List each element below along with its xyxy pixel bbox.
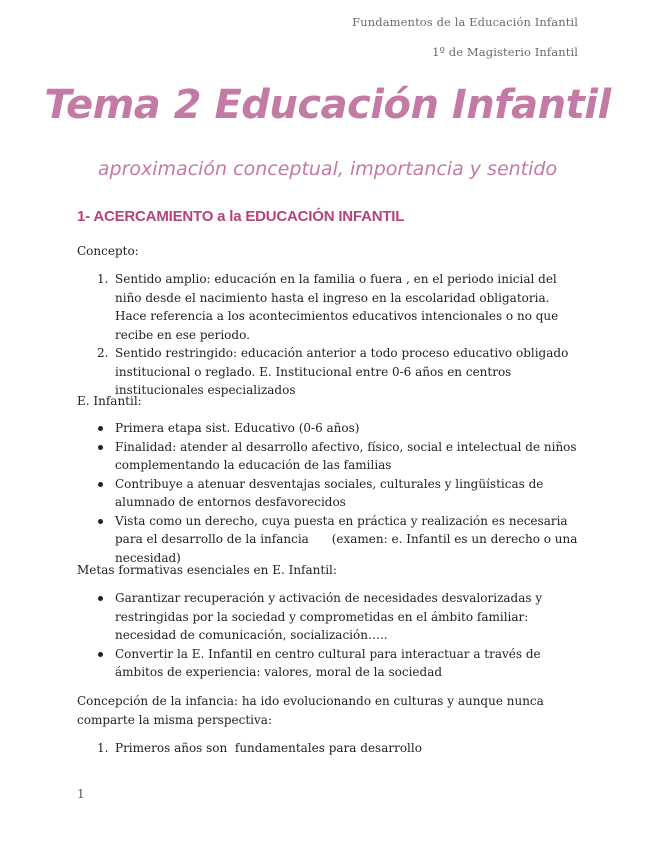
section-heading: 1- ACERCAMIENTO a la EDUCACIÓN INFANTIL: [77, 208, 405, 225]
einfantil-label: E. Infantil:: [77, 394, 142, 408]
einfantil-list: [77, 419, 582, 567]
bullet-icon: [98, 445, 103, 450]
bullet-icon: [98, 652, 103, 657]
list-item: [77, 419, 582, 438]
list-item: [77, 475, 582, 512]
item-text: Vista como un derecho, cuya puesta en práctica y realización es necesaria para el desarrollo de la infancia (examen: e. Infantil es un derecho o una necesidad): [115, 513, 582, 565]
item-number: 1.: [97, 741, 109, 755]
list-item: [77, 739, 582, 758]
list-item: [77, 512, 582, 568]
header-course-level: 1º de Magisterio Infantil: [432, 45, 578, 59]
item-text: Sentido amplio: educación en la familia o fuera , en el periodo inicial del niño desde el nacimiento hasta el ingreso en la escolaridad obligatoria. Hace referencia a los acontecimientos educativos intencionales o no que recibe en ese periodo.: [115, 272, 559, 342]
item-text: Finalidad: atender al desarrollo afectivo, físico, social e intelectual de niños complementando la educación de las familias: [115, 439, 577, 472]
bullet-icon: [98, 482, 103, 487]
bullet-icon: [98, 519, 103, 524]
concepto-list: [77, 270, 582, 400]
item-text: Sentido restringido: educación anterior a todo proceso educativo obligado institucional o reglado. E. Institucional entre 0-6 años en centros institucionales especializados: [115, 346, 569, 397]
item-text: Primera etapa sist. Educativo (0-6 años): [115, 421, 360, 435]
item-text: Primeros años son fundamentales para desarrollo: [115, 741, 422, 755]
page-number: 1: [77, 787, 85, 801]
document-subtitle: aproximación conceptual, importancia y sentido: [97, 158, 558, 180]
concepcion-list: [77, 739, 582, 758]
list-item: [77, 438, 582, 475]
bullet-icon: [98, 426, 103, 431]
list-item: [77, 270, 582, 344]
item-number: 2.: [97, 346, 109, 360]
bullet-icon: [98, 596, 103, 601]
item-text: Contribuye a atenuar desventajas sociales, culturales y lingüísticas de alumnado de entornos desfavorecidos: [115, 476, 544, 509]
header-course-title: Fundamentos de la Educación Infantil: [352, 15, 578, 29]
metas-list: [77, 589, 582, 682]
concepto-label: Concepto:: [77, 244, 139, 258]
metas-label: Metas formativas esenciales en E. Infantil:: [77, 563, 337, 577]
list-item: [77, 589, 582, 645]
item-text: Convertir la E. Infantil en centro cultural para interactuar a través de ámbitos de experiencia: valores, moral de la sociedad: [115, 646, 541, 679]
concepcion-paragraph: Concepción de la infancia: ha ido evolucionando en culturas y aunque nunca comparte la misma perspectiva:: [77, 694, 544, 727]
item-text: Garantizar recuperación y activación de necesidades desvalorizadas y restringidas por la sociedad y comprometidas en el ámbito familiar: necesidad de comunicación, socialización…..: [115, 591, 543, 642]
list-item: [77, 645, 582, 682]
document-title: Tema 2 Educación Infantil: [44, 82, 611, 128]
item-number: 1.: [97, 272, 109, 286]
